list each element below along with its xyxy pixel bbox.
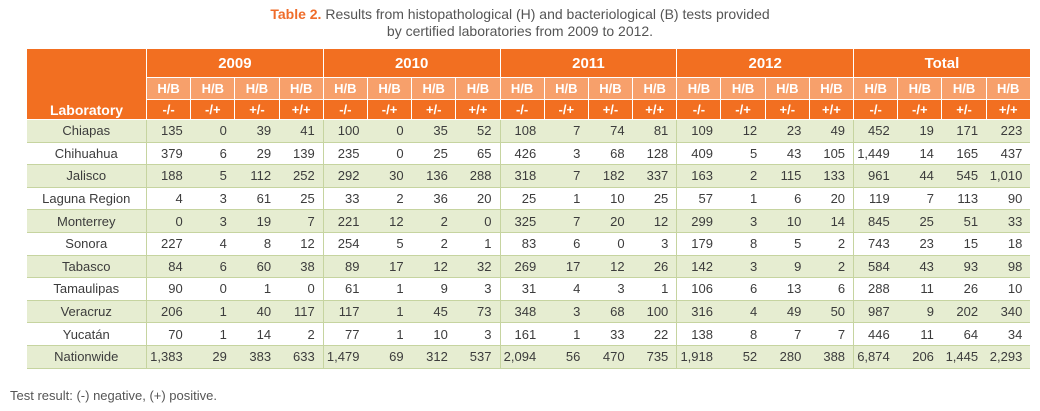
value-cell: 269 — [500, 255, 544, 278]
value-cell: 5 — [721, 142, 765, 165]
value-cell: 29 — [235, 142, 279, 165]
value-cell: 452 — [854, 120, 898, 143]
value-cell: 1,010 — [986, 165, 1030, 188]
hb-header: H/B — [500, 78, 544, 100]
value-cell: 20 — [588, 210, 632, 233]
value-cell: 584 — [854, 255, 898, 278]
footnote: Test result: (-) negative, (+) positive. — [10, 388, 217, 403]
value-cell: 20 — [809, 187, 853, 210]
value-cell: 57 — [677, 187, 721, 210]
value-cell: 32 — [456, 255, 500, 278]
value-cell: 987 — [854, 300, 898, 323]
value-cell: 3 — [544, 300, 588, 323]
laboratory-name: Chiapas — [27, 120, 147, 143]
table-row — [27, 142, 1031, 165]
value-cell: 7 — [544, 165, 588, 188]
value-cell: 109 — [677, 120, 721, 143]
value-cell: 89 — [323, 255, 367, 278]
results-table — [26, 48, 1031, 369]
table-row — [27, 255, 1031, 278]
value-cell: 135 — [147, 120, 191, 143]
value-cell: 1 — [456, 232, 500, 255]
value-cell: 33 — [323, 187, 367, 210]
value-cell: 161 — [500, 323, 544, 346]
value-cell: 0 — [456, 210, 500, 233]
value-cell: 9 — [412, 278, 456, 301]
value-cell: 117 — [279, 300, 323, 323]
laboratory-name: Veracruz — [27, 300, 147, 323]
value-cell: 22 — [633, 323, 677, 346]
value-cell: 1,449 — [854, 142, 898, 165]
value-cell: 1,479 — [323, 345, 367, 368]
value-cell: 45 — [412, 300, 456, 323]
value-cell: 3 — [588, 278, 632, 301]
value-cell: 9 — [898, 300, 942, 323]
value-cell: 221 — [323, 210, 367, 233]
value-cell: 34 — [986, 323, 1030, 346]
value-cell: 4 — [544, 278, 588, 301]
value-cell: 2 — [412, 210, 456, 233]
value-cell: 6 — [544, 232, 588, 255]
value-cell: 3 — [721, 255, 765, 278]
hb-header: H/B — [456, 78, 500, 100]
table-row — [27, 323, 1031, 346]
value-cell: 7 — [544, 210, 588, 233]
value-cell: 252 — [279, 165, 323, 188]
hb-header: H/B — [942, 78, 986, 100]
value-cell: 26 — [633, 255, 677, 278]
value-cell: 206 — [147, 300, 191, 323]
value-cell: 6 — [191, 255, 235, 278]
value-cell: 2 — [367, 187, 411, 210]
value-cell: 1 — [367, 323, 411, 346]
value-cell: 6 — [721, 278, 765, 301]
value-cell: 98 — [986, 255, 1030, 278]
value-cell: 38 — [279, 255, 323, 278]
value-cell: 12 — [279, 232, 323, 255]
value-cell: 68 — [588, 142, 632, 165]
value-cell: 105 — [809, 142, 853, 165]
caption-line-2: by certified laboratories from 2009 to 2012. — [386, 23, 654, 39]
value-cell: 2 — [279, 323, 323, 346]
result-header: +/+ — [986, 100, 1030, 120]
group-header: 2012 — [677, 49, 854, 78]
value-cell: 437 — [986, 142, 1030, 165]
value-cell: 136 — [412, 165, 456, 188]
table-caption — [0, 6, 1040, 40]
table-body — [27, 120, 1031, 369]
value-cell: 64 — [942, 323, 986, 346]
value-cell: 106 — [677, 278, 721, 301]
result-header: -/+ — [721, 100, 765, 120]
value-cell: 83 — [500, 232, 544, 255]
value-cell: 383 — [235, 345, 279, 368]
result-header: -/- — [147, 100, 191, 120]
value-cell: 188 — [147, 165, 191, 188]
hb-header: H/B — [323, 78, 367, 100]
value-cell: 5 — [765, 232, 809, 255]
value-cell: 90 — [147, 278, 191, 301]
value-cell: 12 — [412, 255, 456, 278]
result-header: -/+ — [191, 100, 235, 120]
value-cell: 11 — [898, 323, 942, 346]
value-cell: 49 — [809, 120, 853, 143]
result-header: -/+ — [367, 100, 411, 120]
value-cell: 25 — [412, 142, 456, 165]
result-header: +/- — [588, 100, 632, 120]
laboratory-name: Monterrey — [27, 210, 147, 233]
value-cell: 280 — [765, 345, 809, 368]
year-header-row — [27, 49, 1031, 78]
value-cell: 1 — [367, 278, 411, 301]
value-cell: 379 — [147, 142, 191, 165]
result-header: -/+ — [544, 100, 588, 120]
laboratory-name: Nationwide — [27, 345, 147, 368]
value-cell: 2,094 — [500, 345, 544, 368]
value-cell: 25 — [500, 187, 544, 210]
value-cell: 470 — [588, 345, 632, 368]
value-cell: 20 — [456, 187, 500, 210]
value-cell: 2 — [412, 232, 456, 255]
value-cell: 0 — [367, 120, 411, 143]
hb-header: H/B — [235, 78, 279, 100]
result-header: -/+ — [898, 100, 942, 120]
result-header: -/- — [500, 100, 544, 120]
value-cell: 1,918 — [677, 345, 721, 368]
result-header: +/- — [412, 100, 456, 120]
hb-header: H/B — [809, 78, 853, 100]
value-cell: 4 — [147, 187, 191, 210]
laboratory-name: Sonora — [27, 232, 147, 255]
value-cell: 68 — [588, 300, 632, 323]
value-cell: 14 — [898, 142, 942, 165]
value-cell: 318 — [500, 165, 544, 188]
value-cell: 1 — [544, 187, 588, 210]
value-cell: 5 — [367, 232, 411, 255]
value-cell: 3 — [191, 210, 235, 233]
value-cell: 69 — [367, 345, 411, 368]
value-cell: 3 — [456, 278, 500, 301]
value-cell: 1,445 — [942, 345, 986, 368]
value-cell: 2,293 — [986, 345, 1030, 368]
value-cell: 388 — [809, 345, 853, 368]
result-header: -/- — [854, 100, 898, 120]
hb-header: H/B — [367, 78, 411, 100]
value-cell: 90 — [986, 187, 1030, 210]
value-cell: 179 — [677, 232, 721, 255]
value-cell: 19 — [898, 120, 942, 143]
value-cell: 17 — [544, 255, 588, 278]
value-cell: 12 — [633, 210, 677, 233]
value-cell: 138 — [677, 323, 721, 346]
value-cell: 133 — [809, 165, 853, 188]
value-cell: 537 — [456, 345, 500, 368]
hb-header: H/B — [898, 78, 942, 100]
value-cell: 11 — [898, 278, 942, 301]
value-cell: 7 — [279, 210, 323, 233]
value-cell: 14 — [235, 323, 279, 346]
value-cell: 7 — [809, 323, 853, 346]
value-cell: 6 — [191, 142, 235, 165]
value-cell: 52 — [721, 345, 765, 368]
value-cell: 292 — [323, 165, 367, 188]
value-cell: 15 — [942, 232, 986, 255]
hb-header: H/B — [147, 78, 191, 100]
value-cell: 13 — [765, 278, 809, 301]
value-cell: 139 — [279, 142, 323, 165]
value-cell: 35 — [412, 120, 456, 143]
laboratory-name: Yucatán — [27, 323, 147, 346]
value-cell: 33 — [986, 210, 1030, 233]
value-cell: 340 — [986, 300, 1030, 323]
value-cell: 8 — [721, 323, 765, 346]
value-cell: 3 — [191, 187, 235, 210]
laboratory-name: Tabasco — [27, 255, 147, 278]
value-cell: 8 — [235, 232, 279, 255]
result-header: -/- — [323, 100, 367, 120]
value-cell: 1 — [235, 278, 279, 301]
group-header: 2009 — [147, 49, 324, 78]
value-cell: 409 — [677, 142, 721, 165]
result-header: +/- — [942, 100, 986, 120]
table-row — [27, 232, 1031, 255]
hb-header-row — [27, 78, 1031, 100]
value-cell: 9 — [765, 255, 809, 278]
value-cell: 1,383 — [147, 345, 191, 368]
value-cell: 202 — [942, 300, 986, 323]
value-cell: 3 — [456, 323, 500, 346]
value-cell: 3 — [721, 210, 765, 233]
value-cell: 0 — [147, 210, 191, 233]
value-cell: 235 — [323, 142, 367, 165]
value-cell: 1 — [633, 278, 677, 301]
value-cell: 735 — [633, 345, 677, 368]
value-cell: 2 — [721, 165, 765, 188]
value-cell: 93 — [942, 255, 986, 278]
hb-header: H/B — [191, 78, 235, 100]
value-cell: 337 — [633, 165, 677, 188]
hb-header: H/B — [765, 78, 809, 100]
value-cell: 73 — [456, 300, 500, 323]
value-cell: 25 — [279, 187, 323, 210]
hb-header: H/B — [986, 78, 1030, 100]
value-cell: 115 — [765, 165, 809, 188]
value-cell: 10 — [765, 210, 809, 233]
laboratory-name: Laguna Region — [27, 187, 147, 210]
value-cell: 0 — [588, 232, 632, 255]
laboratory-header: Laboratory — [27, 49, 147, 120]
value-cell: 1 — [721, 187, 765, 210]
value-cell: 4 — [191, 232, 235, 255]
table-row — [27, 300, 1031, 323]
result-header-row — [27, 100, 1031, 120]
value-cell: 3 — [633, 232, 677, 255]
value-cell: 49 — [765, 300, 809, 323]
caption-text-1: Results from histopathological (H) and bacteriological (B) tests provided — [321, 6, 770, 22]
value-cell: 545 — [942, 165, 986, 188]
value-cell: 633 — [279, 345, 323, 368]
value-cell: 17 — [367, 255, 411, 278]
value-cell: 36 — [412, 187, 456, 210]
value-cell: 2 — [809, 232, 853, 255]
value-cell: 12 — [588, 255, 632, 278]
value-cell: 182 — [588, 165, 632, 188]
value-cell: 163 — [677, 165, 721, 188]
caption-label: Table 2. — [270, 6, 322, 22]
value-cell: 1 — [544, 323, 588, 346]
hb-header: H/B — [412, 78, 456, 100]
value-cell: 84 — [147, 255, 191, 278]
value-cell: 316 — [677, 300, 721, 323]
value-cell: 1 — [191, 300, 235, 323]
value-cell: 112 — [235, 165, 279, 188]
value-cell: 0 — [367, 142, 411, 165]
value-cell: 7 — [765, 323, 809, 346]
value-cell: 77 — [323, 323, 367, 346]
value-cell: 74 — [588, 120, 632, 143]
table-row — [27, 187, 1031, 210]
value-cell: 43 — [765, 142, 809, 165]
value-cell: 61 — [235, 187, 279, 210]
value-cell: 0 — [279, 278, 323, 301]
value-cell: 108 — [500, 120, 544, 143]
value-cell: 128 — [633, 142, 677, 165]
caption-line-1 — [0, 6, 1040, 23]
value-cell: 206 — [898, 345, 942, 368]
value-cell: 26 — [942, 278, 986, 301]
value-cell: 7 — [544, 120, 588, 143]
value-cell: 7 — [898, 187, 942, 210]
value-cell: 33 — [588, 323, 632, 346]
value-cell: 117 — [323, 300, 367, 323]
table-row — [27, 345, 1031, 368]
table-row — [27, 278, 1031, 301]
value-cell: 23 — [765, 120, 809, 143]
value-cell: 223 — [986, 120, 1030, 143]
value-cell: 6,874 — [854, 345, 898, 368]
value-cell: 10 — [588, 187, 632, 210]
laboratory-name: Chihuahua — [27, 142, 147, 165]
value-cell: 961 — [854, 165, 898, 188]
result-header: +/+ — [279, 100, 323, 120]
value-cell: 325 — [500, 210, 544, 233]
group-header: Total — [854, 49, 1031, 78]
value-cell: 81 — [633, 120, 677, 143]
value-cell: 41 — [279, 120, 323, 143]
laboratory-name: Tamaulipas — [27, 278, 147, 301]
value-cell: 288 — [854, 278, 898, 301]
value-cell: 30 — [367, 165, 411, 188]
hb-header: H/B — [721, 78, 765, 100]
value-cell: 1 — [191, 323, 235, 346]
value-cell: 61 — [323, 278, 367, 301]
value-cell: 10 — [412, 323, 456, 346]
value-cell: 227 — [147, 232, 191, 255]
value-cell: 51 — [942, 210, 986, 233]
value-cell: 44 — [898, 165, 942, 188]
hb-header: H/B — [633, 78, 677, 100]
value-cell: 299 — [677, 210, 721, 233]
value-cell: 31 — [500, 278, 544, 301]
value-cell: 12 — [367, 210, 411, 233]
result-header: +/+ — [456, 100, 500, 120]
group-header: 2010 — [323, 49, 500, 78]
value-cell: 312 — [412, 345, 456, 368]
value-cell: 2 — [809, 255, 853, 278]
value-cell: 6 — [765, 187, 809, 210]
value-cell: 14 — [809, 210, 853, 233]
value-cell: 65 — [456, 142, 500, 165]
value-cell: 60 — [235, 255, 279, 278]
value-cell: 0 — [191, 278, 235, 301]
value-cell: 43 — [898, 255, 942, 278]
value-cell: 18 — [986, 232, 1030, 255]
value-cell: 39 — [235, 120, 279, 143]
value-cell: 50 — [809, 300, 853, 323]
result-header: +/- — [765, 100, 809, 120]
value-cell: 25 — [898, 210, 942, 233]
value-cell: 12 — [721, 120, 765, 143]
table-row — [27, 165, 1031, 188]
group-header: 2011 — [500, 49, 677, 78]
value-cell: 446 — [854, 323, 898, 346]
value-cell: 119 — [854, 187, 898, 210]
value-cell: 40 — [235, 300, 279, 323]
value-cell: 100 — [323, 120, 367, 143]
value-cell: 10 — [986, 278, 1030, 301]
value-cell: 25 — [633, 187, 677, 210]
result-header: +/+ — [633, 100, 677, 120]
value-cell: 23 — [898, 232, 942, 255]
table-row — [27, 210, 1031, 233]
value-cell: 29 — [191, 345, 235, 368]
result-header: +/- — [235, 100, 279, 120]
hb-header: H/B — [588, 78, 632, 100]
hb-header: H/B — [544, 78, 588, 100]
value-cell: 171 — [942, 120, 986, 143]
table-row — [27, 120, 1031, 143]
value-cell: 165 — [942, 142, 986, 165]
value-cell: 5 — [191, 165, 235, 188]
laboratory-name: Jalisco — [27, 165, 147, 188]
value-cell: 845 — [854, 210, 898, 233]
value-cell: 0 — [191, 120, 235, 143]
value-cell: 1 — [367, 300, 411, 323]
hb-header: H/B — [677, 78, 721, 100]
value-cell: 348 — [500, 300, 544, 323]
value-cell: 288 — [456, 165, 500, 188]
value-cell: 56 — [544, 345, 588, 368]
value-cell: 426 — [500, 142, 544, 165]
value-cell: 70 — [147, 323, 191, 346]
value-cell: 6 — [809, 278, 853, 301]
value-cell: 19 — [235, 210, 279, 233]
value-cell: 113 — [942, 187, 986, 210]
value-cell: 52 — [456, 120, 500, 143]
value-cell: 254 — [323, 232, 367, 255]
value-cell: 3 — [544, 142, 588, 165]
value-cell: 100 — [633, 300, 677, 323]
value-cell: 4 — [721, 300, 765, 323]
result-header: +/+ — [809, 100, 853, 120]
hb-header: H/B — [279, 78, 323, 100]
result-header: -/- — [677, 100, 721, 120]
hb-header: H/B — [854, 78, 898, 100]
value-cell: 8 — [721, 232, 765, 255]
value-cell: 743 — [854, 232, 898, 255]
value-cell: 142 — [677, 255, 721, 278]
